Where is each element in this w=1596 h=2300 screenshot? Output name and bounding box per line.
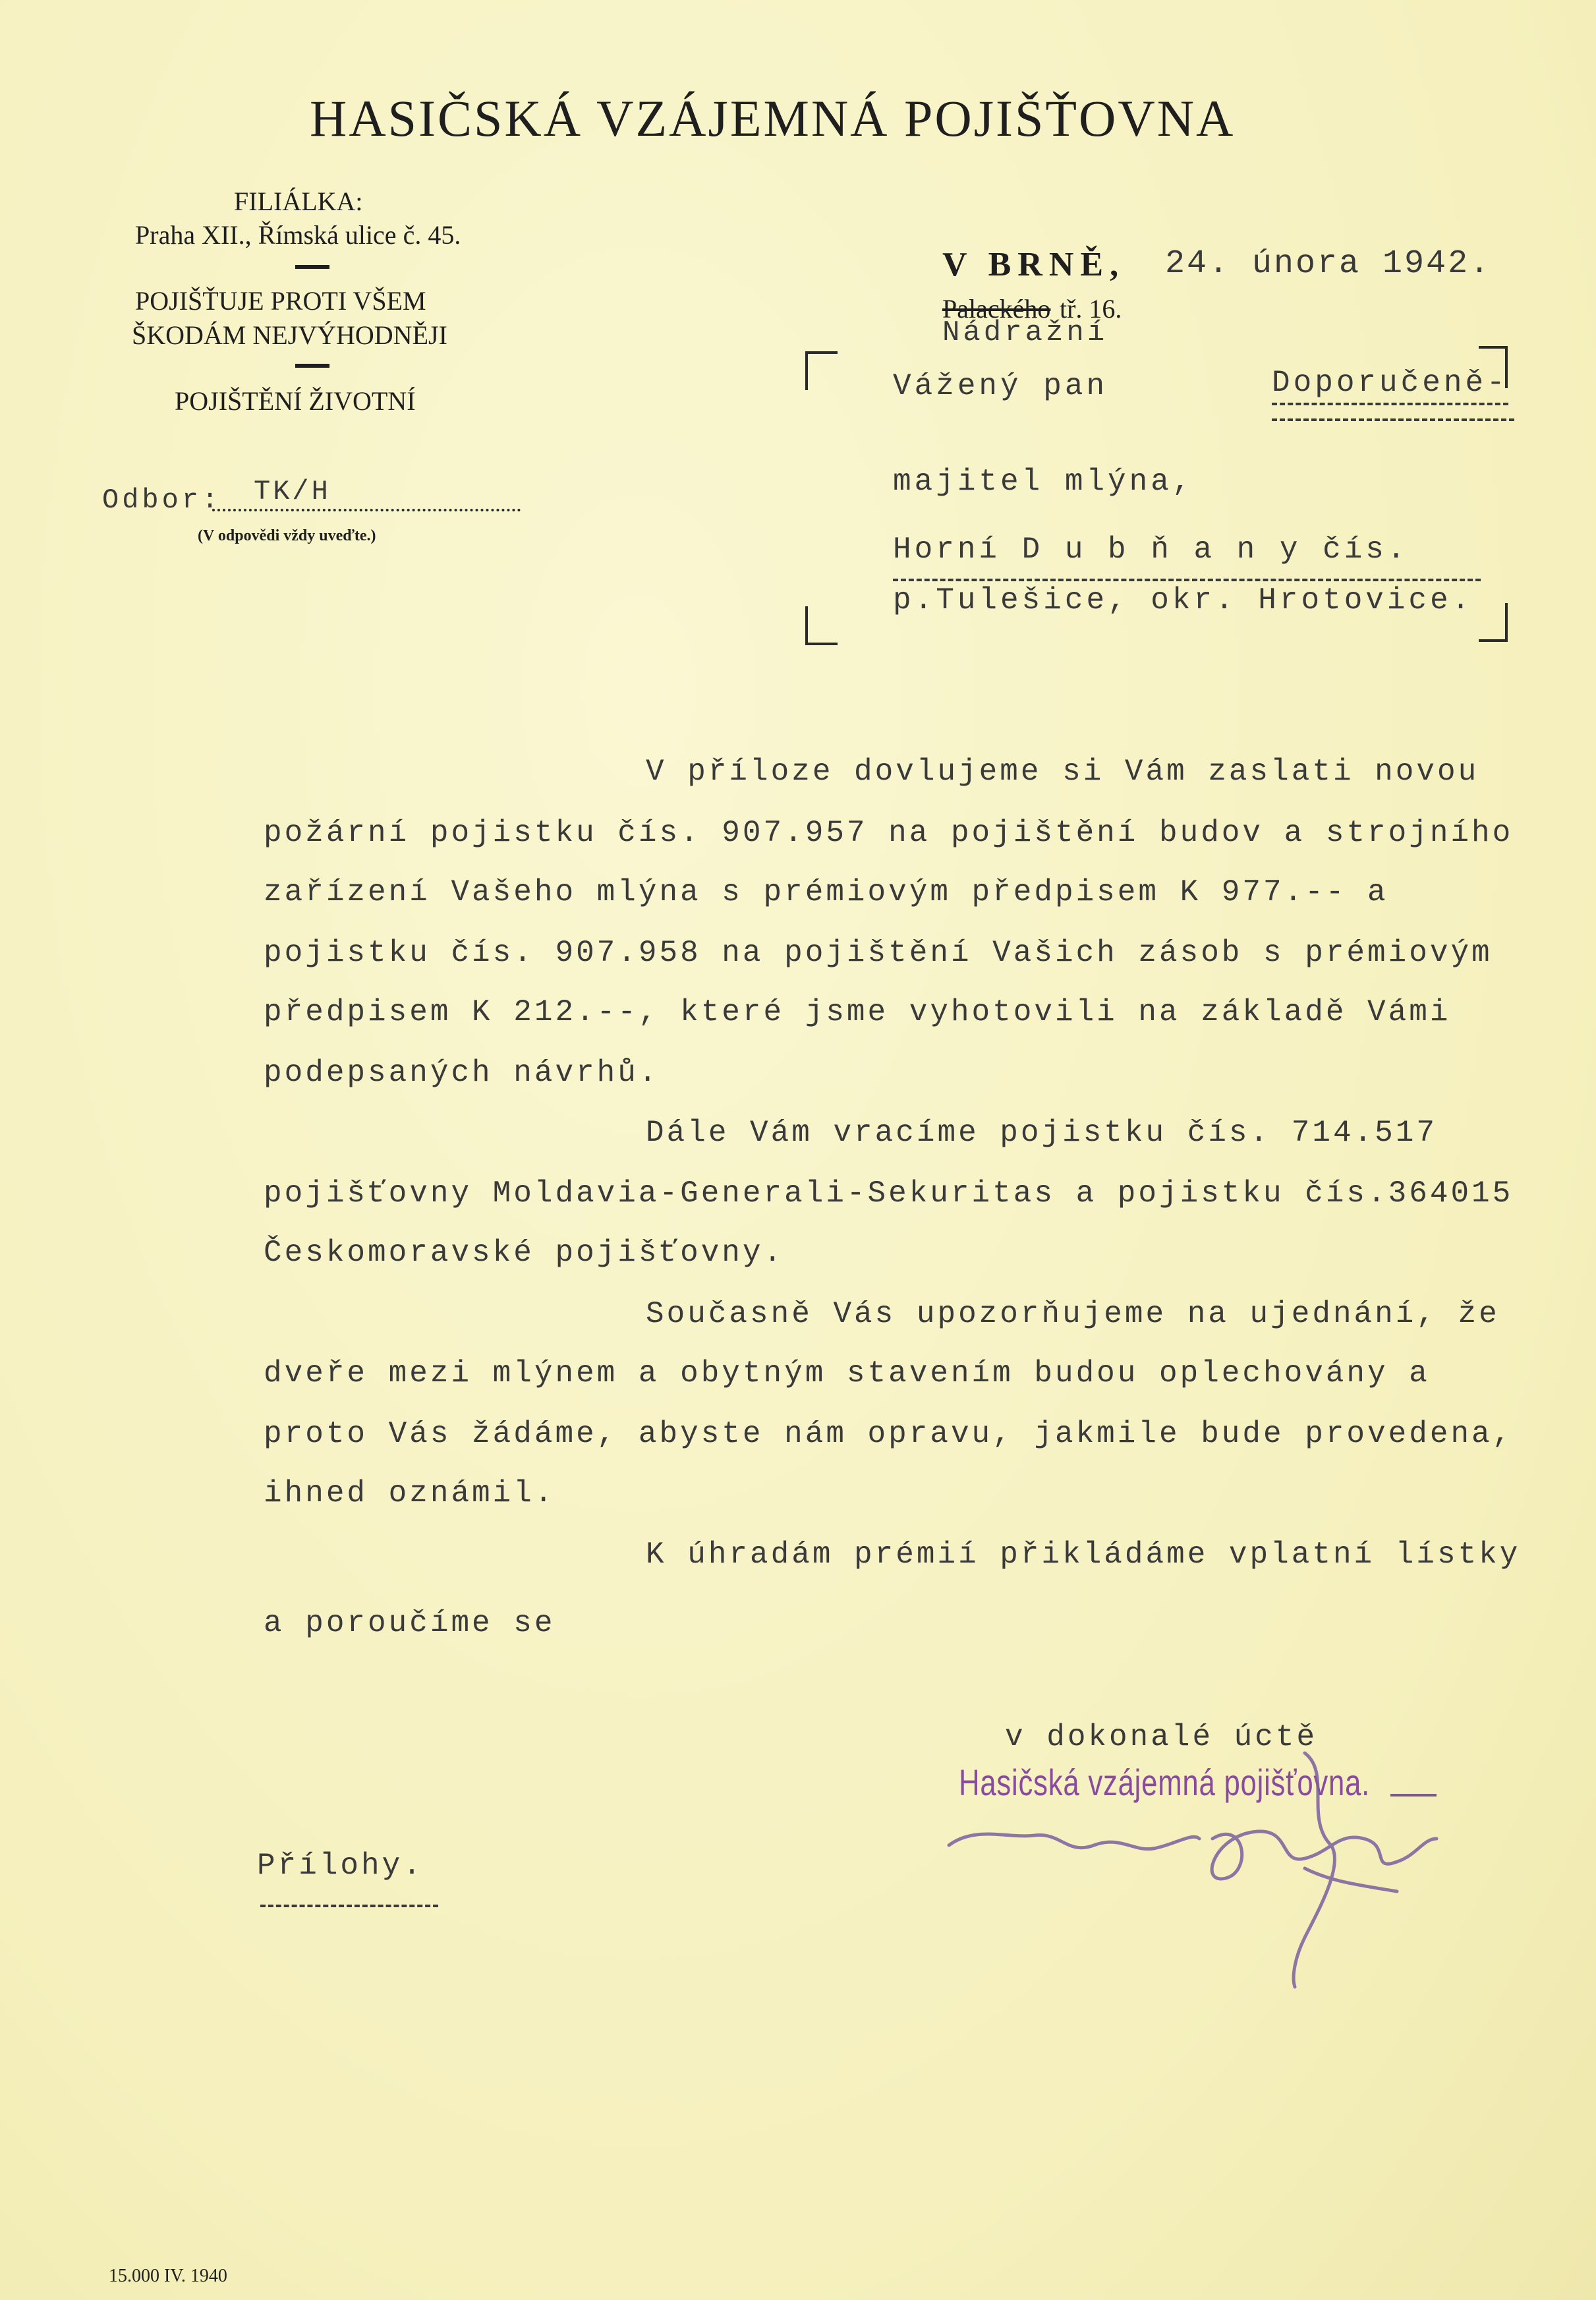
body-line-12: proto Vás žádáme, abyste nám opravu, jakmile bude provedena,	[264, 1417, 1514, 1451]
body-line-15: a poroučíme se	[264, 1606, 556, 1640]
body-line-14: K úhradám prémií přikládáme vplatní lístky	[646, 1538, 1521, 1572]
body-line-13: ihned oznámil.	[264, 1476, 556, 1510]
slogan-line-1: POJIŠŤUJE PROTI VŠEM	[135, 286, 426, 316]
department-value: TK/H	[254, 476, 331, 507]
branch-label: FILIÁLKA:	[234, 187, 363, 216]
address-line-2: Horní D u b ň a n y čís.	[893, 532, 1409, 567]
address-bracket-bottom-right	[1479, 603, 1508, 642]
body-line-7: Dále Vám vracíme pojistku čís. 714.517	[646, 1116, 1437, 1150]
body-line-1: V příloze dovlujeme si Vám zaslati novou	[646, 755, 1479, 789]
street-number: tř. 16.	[1060, 294, 1122, 324]
attachments-label: Přílohy.	[257, 1849, 424, 1883]
signature-icon	[936, 1740, 1450, 1990]
reply-note: (V odpovědi vždy uveďte.)	[198, 527, 376, 544]
body-line-5: předpisem K 212.--, které jsme vyhotovili na základě Vámi	[264, 995, 1451, 1029]
address-line-3: p.Tulešice, okr. Hrotovice.	[893, 583, 1473, 618]
body-line-4: pojistku čís. 907.958 na pojištění Vašich zásob s prémiovým	[264, 936, 1493, 970]
city: V BRNĚ,	[942, 246, 1126, 283]
body-line-6: podepsaných návrhů.	[264, 1056, 660, 1090]
street-new: Nádražní	[942, 316, 1108, 349]
salutation: Vážený pan	[893, 369, 1108, 403]
attachments-underline	[260, 1905, 438, 1907]
body-line-3: zařízení Vašeho mlýna s prémiovým předpisem K 977.-- a	[264, 875, 1388, 909]
letterhead-divider	[295, 364, 329, 368]
body-line-9: Českomoravské pojišťovny.	[264, 1236, 785, 1270]
company-name: HASIČSKÁ VZÁJEMNÁ POJIŠŤOVNA	[310, 90, 1236, 147]
registered-underline	[1272, 418, 1514, 421]
body-line-10: Současně Vás upozorňujeme na ujednání, že	[646, 1297, 1500, 1331]
letterhead-divider	[295, 265, 329, 269]
body-line-11: dveře mezi mlýnem a obytným stavením budou oplechovány a	[264, 1356, 1430, 1391]
letter-date: 24. února 1942.	[1165, 245, 1492, 283]
department-dotted-line	[212, 509, 521, 511]
life-insurance: POJIŠTĚNÍ ŽIVOTNÍ	[175, 386, 416, 416]
address-bracket-top-left	[805, 351, 838, 390]
branch-address: Praha XII., Římská ulice č. 45.	[135, 220, 461, 250]
body-line-2: požární pojistku čís. 907.957 na pojištění budov a strojního	[264, 816, 1514, 850]
department-label: Odbor:	[102, 484, 222, 516]
slogan-line-2: ŠKODÁM NEJVÝHODNĚJI	[132, 320, 447, 350]
company-stamp: Hasičská vzájemná pojišťovna.	[959, 1762, 1371, 1803]
print-code: 15.000 IV. 1940	[109, 2266, 227, 2286]
body-line-8: pojišťovny Moldavia-Generali-Sekuritas a pojistku čís.364015	[264, 1176, 1514, 1211]
registered-mark-text: Doporučeně-	[1272, 366, 1508, 405]
closing-regards: v dokonalé úctě	[1005, 1720, 1318, 1754]
address-line-1: majitel mlýna,	[893, 465, 1194, 499]
registered-mark	[1272, 366, 1508, 400]
address-underline	[893, 579, 1481, 581]
street-struck: Palackého	[942, 294, 1051, 324]
address-bracket-bottom-left	[805, 606, 838, 645]
